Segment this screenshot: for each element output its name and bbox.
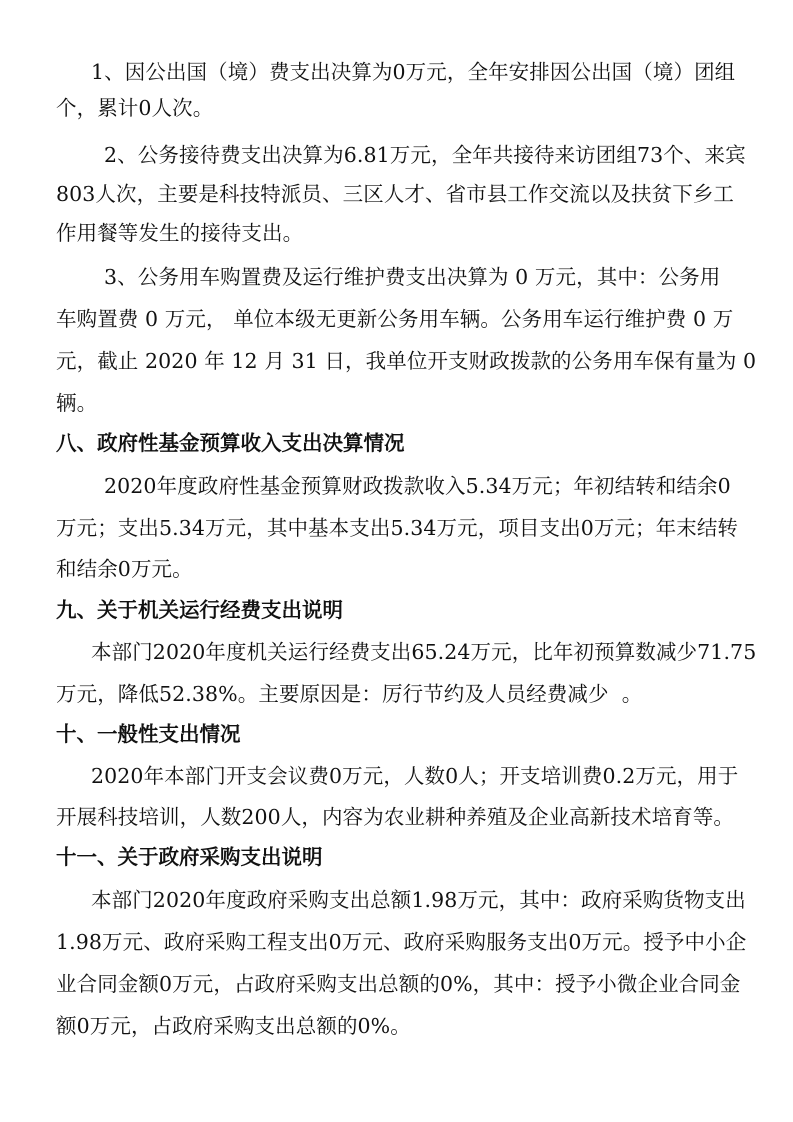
paragraph-line: 1、因公出国（境）费支出决算为0万元，全年安排因公出国（境）团组 [91, 60, 736, 84]
paragraph-line: 业合同金额0万元，占政府采购支出总额的0%，其中：授予小微企业合同金 [56, 972, 741, 996]
paragraph-line: 1.98万元、政府采购工程支出0万元、政府采购服务支出0万元。授予中小企 [56, 930, 747, 954]
paragraph-line: 和结余0万元。 [56, 557, 193, 581]
paragraph-line: 开展科技培训，人数200人，内容为农业耕种养殖及企业高新技术培育等。 [56, 805, 735, 829]
section-heading: 十一、关于政府采购支出说明 [56, 845, 323, 869]
paragraph-line: 803人次，主要是科技特派员、三区人才、省市县工作交流以及扶贫下乡工 [56, 182, 735, 206]
section-heading: 八、政府性基金预算收入支出决算情况 [56, 431, 405, 455]
paragraph-line: 2020年度政府性基金预算财政拨款收入5.34万元；年初结转和结余0 [104, 474, 731, 498]
paragraph-line: 作用餐等发生的接待支出。 [56, 221, 304, 245]
paragraph-line: 车购置费 0 万元， 单位本级无更新公务用车辆。公务用车运行维护费 0 万 [56, 307, 734, 331]
paragraph-line: 辆。 [56, 391, 98, 415]
paragraph-line: 个，累计0人次。 [56, 96, 214, 120]
paragraph-line: 2020年本部门开支会议费0万元，人数0人；开支培训费0.2万元，用于 [91, 764, 739, 788]
paragraph-line: 本部门2020年度政府采购支出总额1.98万元，其中：政府采购货物支出 [91, 888, 746, 912]
section-heading: 十、一般性支出情况 [56, 722, 241, 746]
paragraph-line: 额0万元，占政府采购支出总额的0%。 [56, 1014, 411, 1038]
section-heading: 九、关于机关运行经费支出说明 [56, 598, 343, 622]
paragraph-line: 元，截止 2020 年 12 月 31 日，我单位开支财政拨款的公务用车保有量为 0 [56, 349, 757, 373]
paragraph-line: 3、公务用车购置费及运行维护费支出决算为 0 万元，其中：公务用 [104, 265, 721, 289]
paragraph-line: 2、公务接待费支出决算为6.81万元，全年共接待来访团组73个、来宾 [104, 143, 746, 167]
paragraph-line: 万元；支出5.34万元，其中基本支出5.34万元，项目支出0万元；年末结转 [56, 516, 739, 540]
paragraph-line: 本部门2020年度机关运行经费支出65.24万元，比年初预算数减少71.75 [91, 640, 757, 664]
paragraph-line: 万元，降低52.38%。主要原因是：厉行节约及人员经费减少 。 [56, 682, 643, 706]
